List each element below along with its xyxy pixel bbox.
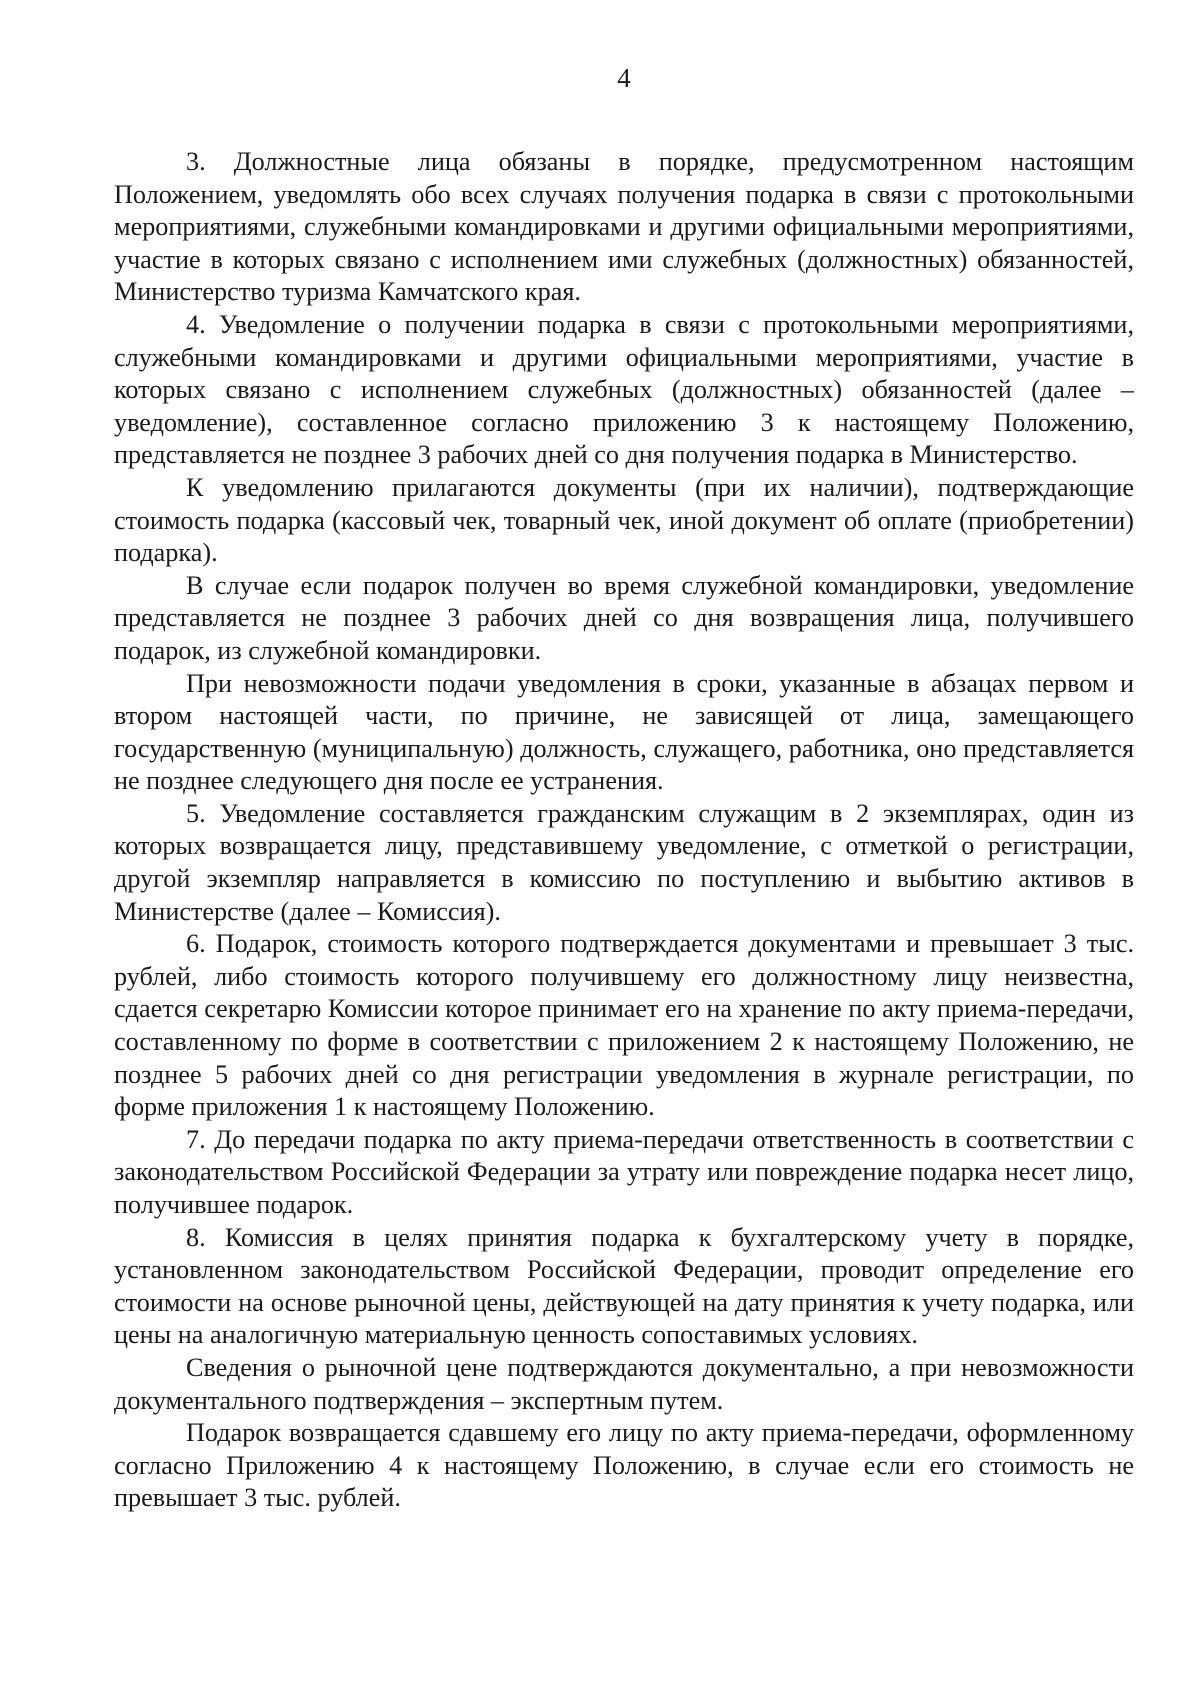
- document-body: [114, 146, 1134, 1515]
- paragraph-item-7: 7. До передачи подарка по акту приема-передачи ответственность в соответствии с законодательством Российской Федерации за утрату или повреждение подарка несет лицо, получившее подарок.: [114, 1124, 1134, 1219]
- paragraph-documents-attached: К уведомлению прилагаются документы (при их наличии), подтверждающие стоимость подарка (кассовый чек, товарный чек, иной документ об оплате (приобретении) подарка).: [114, 472, 1134, 568]
- paragraph-gift-return: Подарок возвращается сдавшему его лицу по акту приема-передачи, оформленному согласно Приложению 4 к настоящему Положению, в случае если его стоимость не превышает 3 тыс. рублей.: [114, 1418, 1134, 1513]
- paragraph-market-price: Сведения о рыночной цене подтверждаются документально, а при невозможности документального подтверждения – экспертным путем.: [114, 1352, 1134, 1415]
- paragraph-item-4: 4. Уведомление о получении подарка в связи с протокольными мероприятиями, служебными командировками и другими официальными мероприятиями, участие в которых связано с исполнением служебных (должностных) обязанностей (далее – уведомление), составленное согласно приложению 3 к настоящему Положению, представляется не позднее 3 рабочих дней со дня получения подарка в Министерство.: [114, 309, 1134, 470]
- paragraph-impossibility: При невозможности подачи уведомления в сроки, указанные в абзацах первом и втором настоящей части, по причине, не зависящей от лица, замещающего государственную (муниципальную) должность, служащего, работника, оно представляется не позднее следующего дня после ее устранения.: [114, 668, 1134, 796]
- paragraph-item-8: 8. Комиссия в целях принятия подарка к бухгалтерскому учету в порядке, установленном законодательством Российской Федерации, проводит определение его стоимости на основе рыночной цены, действующей на дату принятия к учету подарка, или цены на аналогичную материальную ценность сопоставимых условиях.: [114, 1222, 1134, 1350]
- paragraph-item-6: 6. Подарок, стоимость которого подтверждается документами и превышает 3 тыс. рублей, либо стоимость которого получившему его должностному лицу неизвестна, сдается секретарю Комиссии которое принимает его на хранение по акту приема-передачи, составленному по форме в соответствии с приложением 2 к настоящему Положению, не позднее 5 рабочих дней со дня регистрации уведомления в журнале регистрации, по форме приложения 1 к настоящему Положению.: [114, 929, 1134, 1122]
- paragraph-item-5: 5. Уведомление составляется гражданским служащим в 2 экземплярах, один из которых возвращается лицу, представившему уведомление, с отметкой о регистрации, другой экземпляр направляется в комиссию по поступлению и выбытию активов в Министерстве (далее – Комиссия).: [114, 798, 1134, 926]
- paragraph-business-trip: В случае если подарок получен во время служебной командировки, уведомление представляется не позднее 3 рабочих дней со дня возвращения лица, получившего подарок, из служебной командировки.: [114, 570, 1134, 665]
- page-number: 4: [617, 63, 631, 93]
- paragraph-item-3: 3. Должностные лица обязаны в порядке, предусмотренном настоящим Положением, уведомлять обо всех случаях получения подарка в связи с протокольными мероприятиями, служебными командировками и другими официальными мероприятиями, участие в которых связано с исполнением ими служебных (должностных) обязанностей, Министерство туризма Камчатского края.: [114, 147, 1134, 307]
